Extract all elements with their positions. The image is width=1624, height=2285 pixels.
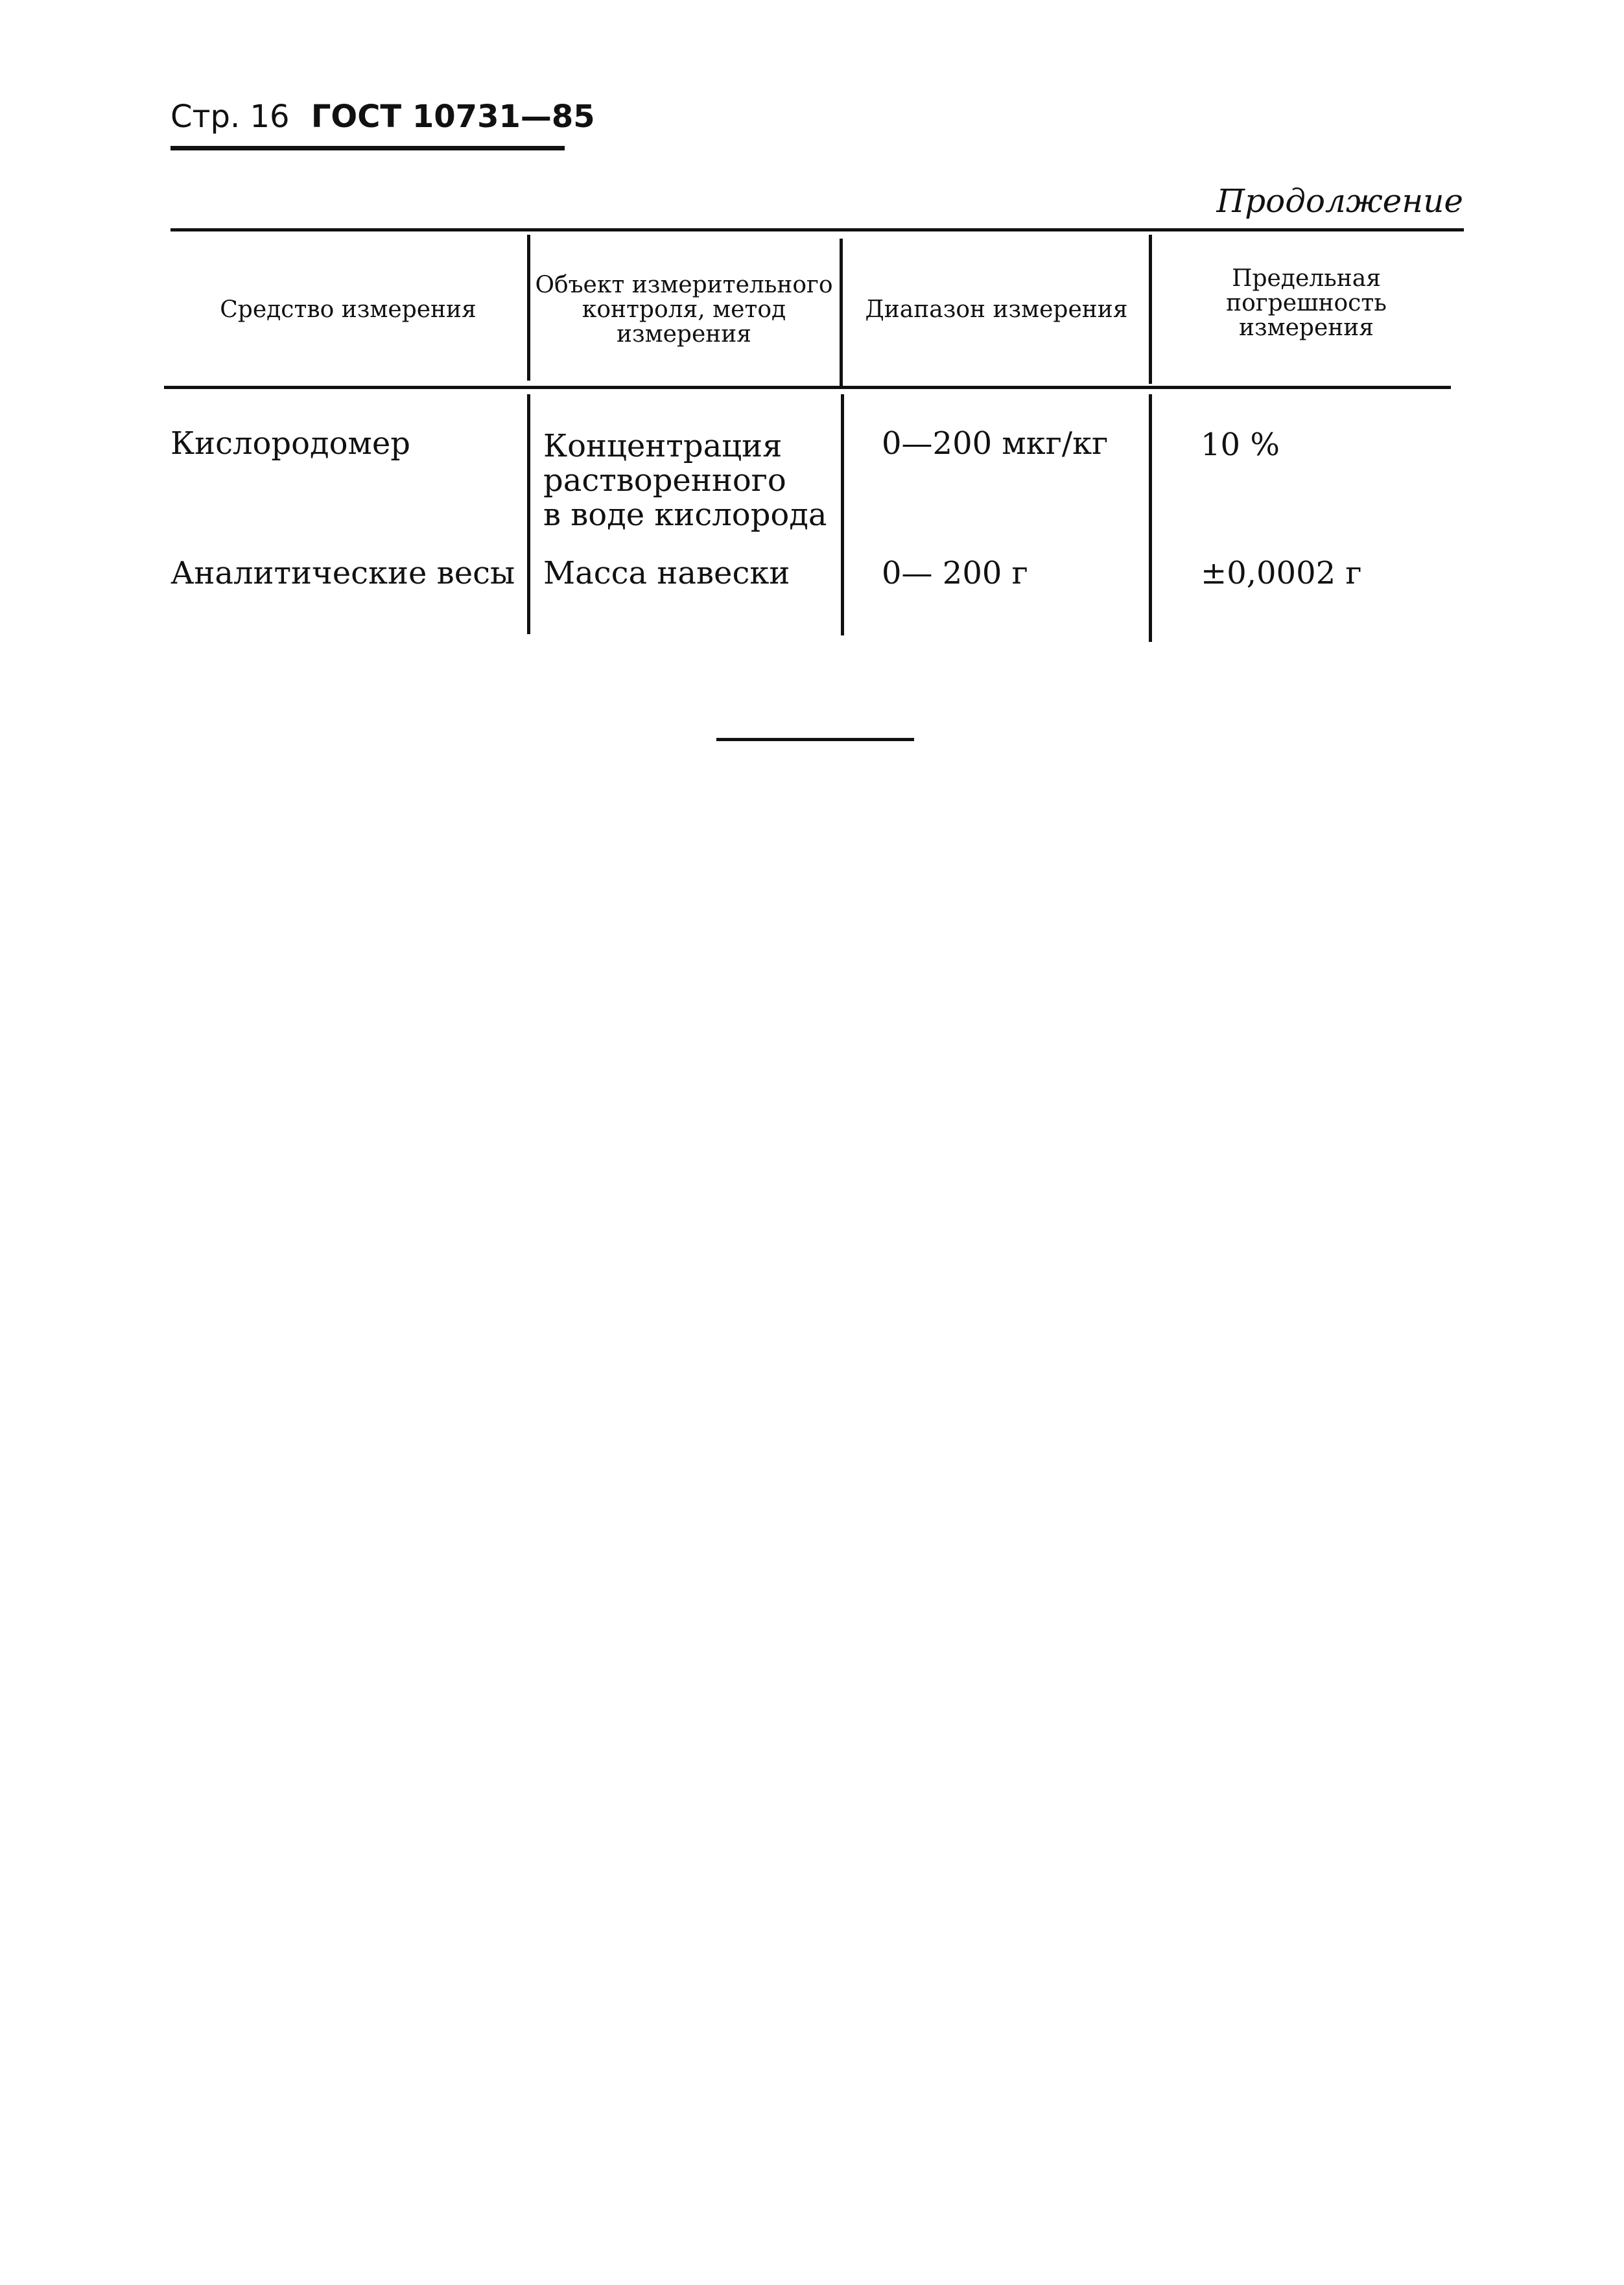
page-number: Стр. 16	[171, 99, 290, 135]
column-divider	[527, 394, 530, 634]
table-top-rule	[171, 228, 1464, 231]
row1-range: 0—200 мкг/кг	[882, 425, 1109, 462]
column-header-object: Объект измерительного контроля, метод измерения	[535, 271, 833, 348]
column-divider	[841, 394, 844, 635]
running-header	[171, 97, 595, 136]
column-header-error: Предельная погрешность измерения	[1226, 265, 1387, 341]
row1-instrument: Кислородомер	[171, 425, 410, 462]
row1-object-line: в воде кислорода	[543, 497, 827, 533]
header-rule	[171, 146, 565, 150]
column-header-range: Диапазон измерения	[865, 296, 1128, 323]
table-header-rule	[164, 386, 1451, 389]
row1-object	[543, 429, 827, 532]
row2-error: ±0,0002 г	[1201, 555, 1362, 591]
row2-object-line: Масса навески	[543, 555, 790, 591]
row2-instrument: Аналитические весы	[171, 555, 515, 591]
column-header-instrument: Средство измерения	[220, 296, 477, 323]
end-rule	[716, 738, 914, 741]
column-divider	[1149, 394, 1152, 642]
row1-object-line: Концентрация	[543, 428, 783, 464]
column-divider	[527, 235, 530, 381]
row2-object	[543, 556, 790, 591]
row1-error: 10 %	[1201, 427, 1280, 463]
column-divider	[840, 239, 843, 386]
column-divider	[1149, 235, 1152, 384]
row1-object-line: растворенного	[543, 462, 786, 499]
row2-range: 0— 200 г	[882, 555, 1028, 591]
standard-designation: ГОСТ 10731—85	[311, 99, 595, 135]
continuation-label: Продолжение	[1216, 182, 1463, 220]
